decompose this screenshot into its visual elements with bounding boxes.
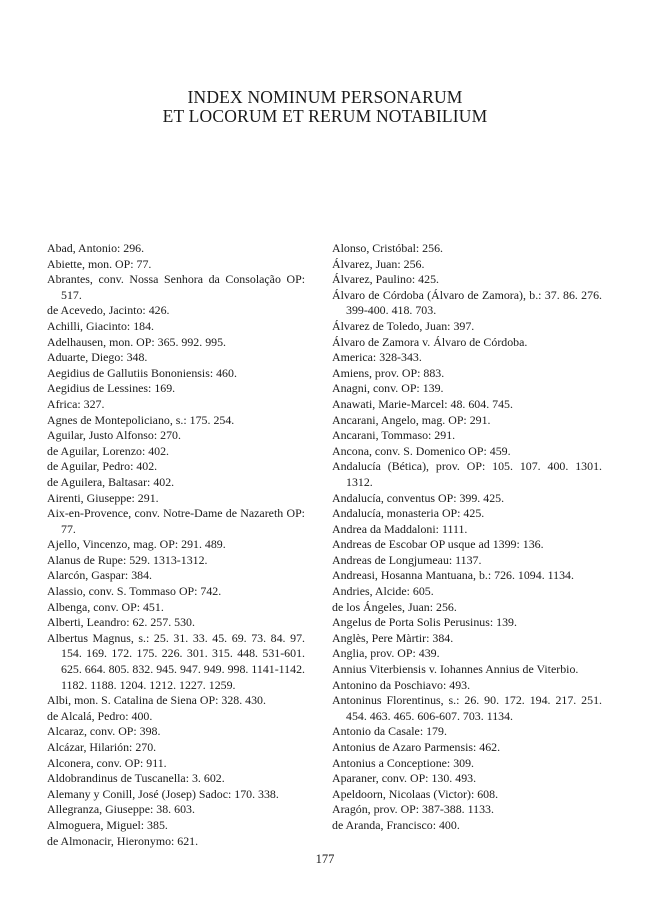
index-entry: de Aguilera, Baltasar: 402. — [47, 474, 175, 489]
index-entry: Agnes de Montepoliciano, s.: 175. 254. — [47, 412, 235, 427]
index-entry: Alanus de Rupe: 529. 1313-1312. — [47, 552, 208, 567]
index-entry: Álvaro de Zamora v. Álvaro de Córdoba. — [332, 334, 528, 349]
index-entry: Annius Viterbiensis v. Iohannes Annius de Viterbio. — [332, 662, 579, 677]
index-entry: Abad, Antonio: 296. — [47, 241, 145, 255]
index-entry: Albenga, conv. OP: 451. — [47, 599, 164, 614]
index-entry: Abrantes, conv. Nossa Senhora da Consolação OP: 517. — [47, 272, 305, 302]
index-entry: Antoninus Florentinus, s.: 26. 90. 172. 194. 217. 251. 454. 463. 465. 606-607. 703. 1134. — [332, 693, 602, 723]
index-entry: Albertus Magnus, s.: 25. 31. 33. 45. 69. 73. 84. 97. 154. 169. 172. 175. 226. 301. 315. 448. 531-601. 625. 664. 805. 832. 945. 947. 949. 998. 1141-1142. 1182. 1188. 1204. 1212. 1227. 1259. — [47, 630, 305, 692]
index-entry: de Alcalá, Pedro: 400. — [47, 708, 153, 723]
index-entry: Aix-en-Provence, conv. Notre-Dame de Nazareth OP: 77. — [47, 506, 305, 536]
index-entry: Antonio da Casale: 179. — [332, 724, 447, 739]
index-entry: Achilli, Giacinto: 184. — [47, 318, 154, 333]
index-entry: de Almonacir, Hieronymo: 621. — [47, 833, 199, 848]
index-entry: Aldobrandinus de Tuscanella: 3. 602. — [47, 771, 225, 786]
index-entry: Álvarez de Toledo, Juan: 397. — [332, 318, 475, 333]
index-entry: Alcázar, Hilarión: 270. — [47, 740, 157, 754]
index-entry: Alemany y Conill, José (Josep) Sadoc: 170. 338. — [47, 786, 279, 801]
index-entry: Allegranza, Giuseppe: 38. 603. — [47, 802, 195, 817]
index-entry: Apeldoorn, Nicolaas (Victor): 608. — [332, 786, 499, 801]
index-entry: Antonius a Conceptione: 309. — [332, 755, 475, 770]
index-entry: Aguilar, Justo Alfonso: 270. — [47, 428, 181, 443]
index-entry: Andries, Alcide: 605. — [332, 584, 434, 599]
index-entry: Andrea da Maddaloni: 1111. — [332, 521, 468, 536]
index-entry: Anawati, Marie-Marcel: 48. 604. 745. — [332, 396, 513, 411]
index-entry: Álvarez, Paulino: 425. — [332, 272, 439, 287]
index-column-right — [332, 241, 602, 834]
index-entry: Álvarez, Juan: 256. — [332, 256, 425, 271]
index-entry: Adelhausen, mon. OP: 365. 992. 995. — [47, 334, 227, 349]
index-entry: Alberti, Leandro: 62. 257. 530. — [47, 615, 195, 630]
index-entry: Aegidius de Gallutiis Bononiensis: 460. — [47, 365, 237, 380]
index-column-left — [47, 241, 305, 849]
index-entry: Andalucía (Bética), prov. OP: 105. 107. 400. 1301. 1312. — [332, 459, 602, 489]
index-entry: Aragón, prov. OP: 387-388. 1133. — [332, 802, 494, 817]
index-entry: Andreas de Longjumeau: 1137. — [332, 552, 482, 567]
index-entry: Africa: 327. — [47, 396, 105, 411]
index-entry: de los Ángeles, Juan: 256. — [332, 599, 457, 614]
index-entry: Andalucía, conventus OP: 399. 425. — [332, 490, 505, 505]
page-number: 177 — [315, 852, 335, 866]
index-entry: Alassio, conv. S. Tommaso OP: 742. — [47, 584, 222, 599]
index-entry: Antonino da Poschiavo: 493. — [332, 677, 471, 692]
index-entry: Ajello, Vincenzo, mag. OP: 291. 489. — [47, 537, 226, 552]
index-title — [0, 88, 650, 126]
index-entry: Antonius de Azaro Parmensis: 462. — [332, 740, 501, 754]
index-entry: Alcaraz, conv. OP: 398. — [47, 724, 161, 739]
index-entry: Anglia, prov. OP: 439. — [332, 646, 440, 661]
index-entry: Ancarani, Angelo, mag. OP: 291. — [332, 412, 491, 427]
index-entry: Ancona, conv. S. Domenico OP: 459. — [332, 443, 511, 458]
index-entry: de Aguilar, Lorenzo: 402. — [47, 443, 170, 458]
index-entry: Alarcón, Gaspar: 384. — [47, 568, 153, 583]
index-entry: Ancarani, Tommaso: 291. — [332, 428, 456, 443]
index-entry: Airenti, Giuseppe: 291. — [47, 490, 159, 505]
title-line-1: INDEX NOMINUM PERSONARUM — [187, 87, 463, 107]
index-entry: Anglès, Pere Màrtir: 384. — [332, 630, 454, 645]
index-entry: Aduarte, Diego: 348. — [47, 350, 148, 365]
title-line-2: ET LOCORUM ET RERUM NOTABILIUM — [162, 106, 488, 126]
index-entry: Albi, mon. S. Catalina de Siena OP: 328. 430. — [47, 693, 266, 708]
index-entry: Aegidius de Lessines: 169. — [47, 381, 176, 396]
index-entry: Almoguera, Miguel: 385. — [47, 817, 168, 832]
index-entry: Alconera, conv. OP: 911. — [47, 755, 167, 770]
index-entry: de Aguilar, Pedro: 402. — [47, 459, 158, 474]
index-entry: Alonso, Cristóbal: 256. — [332, 241, 443, 255]
index-entry: Amiens, prov. OP: 883. — [332, 365, 445, 380]
index-entry: Abiette, mon. OP: 77. — [47, 256, 152, 271]
index-entry: de Aranda, Francisco: 400. — [332, 817, 460, 832]
index-entry: Andalucía, monasteria OP: 425. — [332, 506, 485, 521]
index-entry: Álvaro de Córdoba (Álvaro de Zamora), b.: 37. 86. 276. 399-400. 418. 703. — [332, 287, 602, 318]
index-entry: Andreasi, Hosanna Mantuana, b.: 726. 1094. 1134. — [332, 568, 574, 583]
index-entry: Andreas de Escobar OP usque ad 1399: 136. — [332, 537, 544, 552]
index-entry: Anagni, conv. OP: 139. — [332, 381, 444, 396]
index-entry: America: 328-343. — [332, 350, 422, 365]
index-entry: de Acevedo, Jacinto: 426. — [47, 303, 170, 318]
index-entry: Angelus de Porta Solis Perusinus: 139. — [332, 615, 517, 630]
index-entry: Aparaner, conv. OP: 130. 493. — [332, 771, 477, 786]
